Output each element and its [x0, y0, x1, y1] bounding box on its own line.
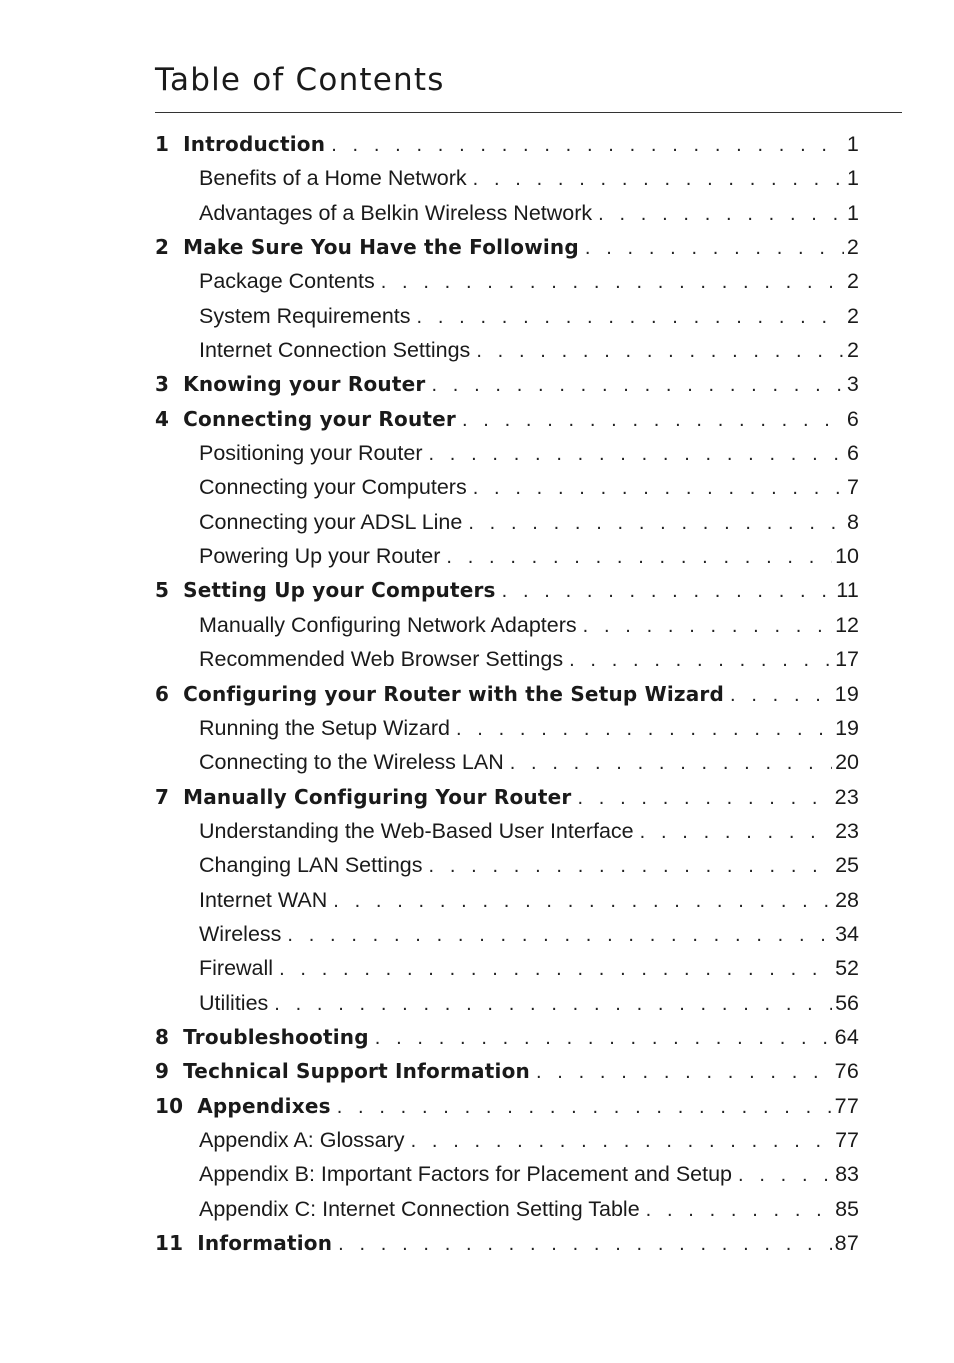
toc-section-entry[interactable] — [155, 608, 859, 642]
page-number: 1 — [847, 200, 859, 225]
page-number: 83 — [835, 1162, 859, 1187]
dot-leader — [473, 162, 844, 195]
page-number: 76 — [834, 1059, 859, 1084]
chapter-number: 8 — [155, 1024, 170, 1049]
dot-leader — [381, 265, 844, 298]
toc-chapter-entry[interactable] — [155, 1089, 859, 1123]
toc-chapter-entry[interactable] — [155, 1054, 859, 1088]
entry-label: Make Sure You Have the Following — [183, 235, 579, 260]
page-number: 64 — [834, 1024, 859, 1049]
entry-label: Running the Setup Wizard — [199, 715, 450, 740]
dot-leader — [640, 815, 832, 848]
toc-section-entry[interactable] — [155, 333, 859, 367]
toc-section-entry[interactable] — [155, 505, 859, 539]
entry-label: Appendix A: Glossary — [199, 1127, 405, 1152]
toc-section-entry[interactable] — [155, 642, 859, 676]
dot-leader — [456, 712, 832, 745]
entry-label: Setting Up your Computers — [183, 578, 496, 603]
dot-leader — [417, 300, 845, 333]
entry-label: Powering Up your Router — [199, 544, 441, 569]
entry-label: Wireless — [199, 921, 282, 946]
toc-chapter-entry[interactable] — [155, 780, 859, 814]
toc-chapter-entry[interactable] — [155, 230, 859, 264]
dot-leader — [411, 1124, 833, 1157]
entry-label: Appendix B: Important Factors for Placement and Setup — [199, 1162, 733, 1187]
dot-leader — [446, 540, 832, 573]
entry-label: Appendixes — [197, 1093, 331, 1118]
toc-section-entry[interactable] — [155, 539, 859, 573]
page-number: 6 — [846, 406, 859, 431]
dot-leader — [473, 471, 844, 504]
toc-section-entry[interactable] — [155, 299, 859, 333]
page-number: 87 — [834, 1231, 859, 1255]
dot-leader — [536, 1055, 832, 1088]
toc-section-entry[interactable] — [155, 1123, 859, 1157]
entry-label: Manually Configuring Your Router — [183, 784, 572, 809]
chapter-number: 5 — [155, 578, 170, 603]
chapter-number: 6 — [155, 681, 170, 706]
entry-label: Technical Support Information — [183, 1059, 530, 1084]
dot-leader — [333, 884, 832, 917]
chapter-number: 10 — [155, 1093, 184, 1118]
entry-label: Knowing your Router — [183, 372, 426, 397]
page-number: 2 — [847, 269, 859, 294]
toc-section-entry[interactable] — [155, 161, 859, 195]
toc-chapter-entry[interactable] — [155, 402, 859, 436]
page-number: 8 — [847, 509, 859, 534]
toc-section-entry[interactable] — [155, 264, 859, 298]
chapter-number: 1 — [155, 132, 170, 156]
entry-label: Changing LAN Settings — [199, 853, 423, 878]
page-number: 23 — [834, 784, 859, 809]
page-number: 2 — [847, 338, 859, 363]
entry-label: Connecting your Router — [183, 406, 456, 431]
dot-leader — [429, 849, 833, 882]
entry-label: Introduction — [183, 132, 326, 156]
entry-label: Connecting to the Wireless LAN — [199, 750, 504, 775]
page-number: 25 — [835, 853, 859, 878]
page-number: 77 — [835, 1127, 859, 1152]
entry-label: Package Contents — [199, 269, 375, 294]
toc-section-entry[interactable] — [155, 883, 859, 917]
toc-chapter-entry[interactable] — [155, 367, 859, 401]
toc-section-entry[interactable] — [155, 986, 859, 1020]
page-number: 23 — [835, 818, 859, 843]
toc-chapter-entry[interactable] — [155, 1020, 859, 1054]
entry-label: Information — [197, 1231, 333, 1255]
page-number: 1 — [846, 132, 859, 156]
dot-leader — [585, 231, 844, 264]
dot-leader — [338, 1227, 832, 1260]
dot-leader — [476, 334, 844, 367]
page-number: 17 — [835, 647, 859, 672]
entry-label: Internet Connection Settings — [199, 338, 471, 363]
toc-chapter-entry[interactable] — [155, 127, 859, 161]
page-number: 19 — [835, 715, 859, 740]
entry-label: Connecting your Computers — [199, 475, 467, 500]
toc-section-entry[interactable] — [155, 917, 859, 951]
entry-label: System Requirements — [199, 303, 411, 328]
toc-list — [155, 127, 859, 1260]
chapter-number: 2 — [155, 235, 170, 260]
page-number: 20 — [835, 750, 859, 775]
dot-leader — [730, 678, 832, 711]
dot-leader — [510, 746, 832, 779]
page-number: 34 — [835, 921, 859, 946]
toc-section-entry[interactable] — [155, 196, 859, 230]
entry-label: Troubleshooting — [183, 1024, 369, 1049]
entry-label: Configuring your Router with the Setup Wizard — [183, 681, 724, 706]
dot-leader — [337, 1090, 832, 1123]
page-number: 10 — [835, 544, 859, 569]
chapter-number: 4 — [155, 406, 170, 431]
dot-leader — [583, 609, 832, 642]
dot-leader — [598, 197, 844, 230]
dot-leader — [577, 781, 831, 814]
toc-section-entry[interactable] — [155, 711, 859, 745]
entry-label: Appendix C: Internet Connection Setting Table — [199, 1196, 640, 1221]
chapter-number: 3 — [155, 372, 170, 397]
entry-label: Manually Configuring Network Adapters — [199, 612, 577, 637]
dot-leader — [462, 403, 844, 436]
dot-leader — [287, 918, 832, 951]
entry-label: Utilities — [199, 990, 269, 1015]
chapter-number: 9 — [155, 1059, 170, 1084]
entry-label: Advantages of a Belkin Wireless Network — [199, 200, 593, 225]
page-number: 7 — [847, 475, 859, 500]
dot-leader — [646, 1193, 832, 1226]
toc-section-entry[interactable] — [155, 814, 859, 848]
dot-leader — [502, 574, 834, 607]
dot-leader — [428, 437, 844, 470]
chapter-number: 7 — [155, 784, 170, 809]
title-divider — [155, 112, 902, 113]
dot-leader — [331, 128, 844, 161]
entry-label: Recommended Web Browser Settings — [199, 647, 564, 672]
chapter-number: 11 — [155, 1231, 184, 1255]
dot-leader — [279, 952, 832, 985]
page-number: 52 — [835, 956, 859, 981]
dot-leader — [274, 987, 832, 1020]
page-number: 6 — [847, 441, 859, 466]
toc-section-entry[interactable] — [155, 1192, 859, 1226]
dot-leader — [569, 643, 832, 676]
page-number: 28 — [835, 887, 859, 912]
toc-chapter-entry[interactable] — [155, 677, 859, 711]
entry-label: Positioning your Router — [199, 441, 423, 466]
page-title: Table of Contents — [155, 62, 445, 98]
toc-chapter-entry[interactable] — [155, 1226, 859, 1260]
entry-label: Benefits of a Home Network — [199, 166, 467, 191]
toc-section-entry[interactable] — [155, 745, 859, 779]
dot-leader — [375, 1021, 832, 1054]
page-number: 19 — [834, 681, 859, 706]
page-number: 11 — [836, 578, 859, 603]
page-number: 1 — [847, 166, 859, 191]
dot-leader — [738, 1158, 832, 1191]
dot-leader — [468, 506, 844, 539]
toc-chapter-entry[interactable] — [155, 573, 859, 607]
page-number: 3 — [846, 372, 859, 397]
entry-label: Internet WAN — [199, 887, 328, 912]
page-number: 77 — [834, 1093, 859, 1118]
toc-section-entry[interactable] — [155, 436, 859, 470]
entry-label: Understanding the Web-Based User Interface — [199, 818, 634, 843]
toc-section-entry[interactable] — [155, 1157, 859, 1191]
dot-leader — [431, 368, 843, 401]
toc-section-entry[interactable] — [155, 848, 859, 882]
page-number: 2 — [846, 235, 859, 260]
toc-section-entry[interactable] — [155, 470, 859, 504]
page-number: 85 — [835, 1196, 859, 1221]
entry-label: Connecting your ADSL Line — [199, 509, 463, 534]
page-number: 12 — [835, 612, 859, 637]
page-number: 56 — [835, 990, 859, 1015]
toc-section-entry[interactable] — [155, 951, 859, 985]
entry-label: Firewall — [199, 956, 274, 981]
page-number: 2 — [847, 303, 859, 328]
